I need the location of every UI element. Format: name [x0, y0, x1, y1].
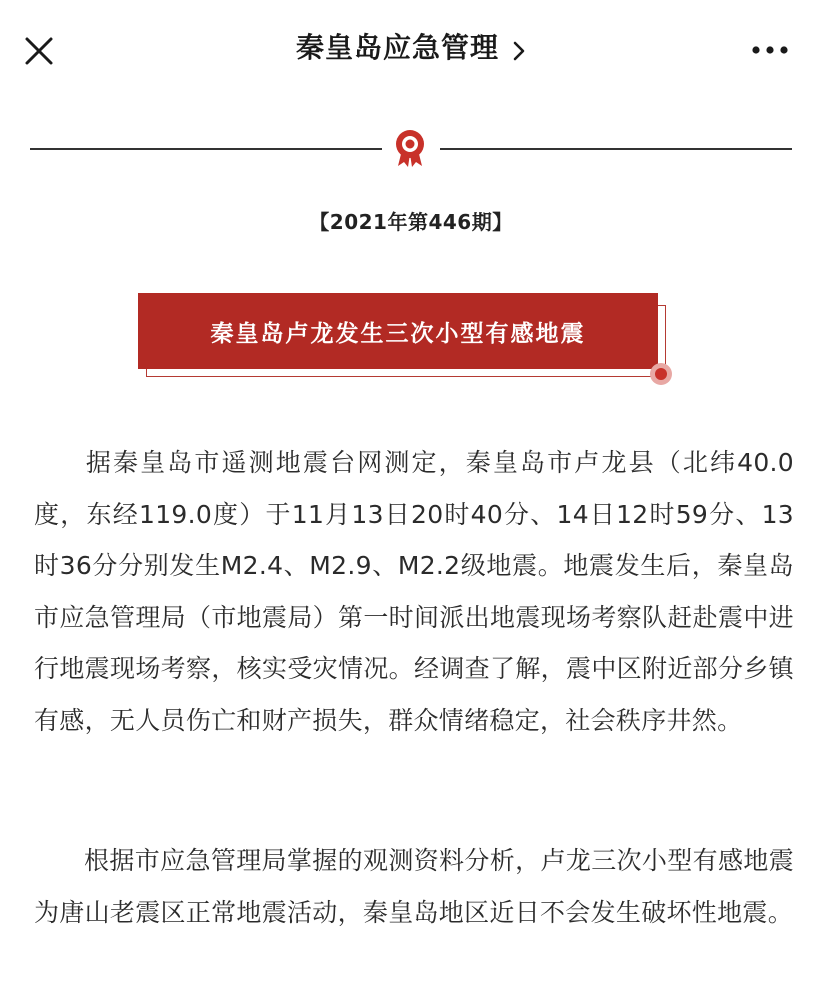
headline-banner — [138, 293, 658, 369]
divider-line-right — [440, 148, 792, 150]
top-navigation-bar — [0, 0, 822, 100]
decorative-divider — [0, 122, 822, 172]
rosette-badge-icon — [391, 128, 429, 168]
issue-label: 【2021年第446期】 — [309, 210, 513, 234]
more-horizontal-icon — [748, 38, 792, 62]
more-options-button[interactable] — [748, 38, 792, 62]
page-title: 秦皇岛应急管理 — [295, 31, 499, 64]
chevron-right-icon — [512, 40, 526, 62]
divider-line-left — [30, 148, 382, 150]
account-title-link[interactable] — [0, 26, 822, 66]
article-paragraph-1 — [34, 437, 794, 746]
paragraph-1-text: 据秦皇岛市遥测地震台网测定，秦皇岛市卢龙县（北纬40.0度，东经119.0度）于11月13日20时40分、14日12时59分、13时36分分别发生M2.4、M2.9、M2.2级地震。地震发生后，秦皇岛市应急管理局（市地震局）第一时间派出地震现场考察队赶赴震中进行地震现场考察，核实受灾情况。经调查了解，震中区附近部分乡镇有感，无人员伤亡和财产损失，群众情绪稳定，社会秩序井然。 — [34, 448, 794, 735]
article-paragraph-2 — [34, 835, 794, 938]
banner-dot-icon — [648, 361, 674, 387]
headline-title: 秦皇岛卢龙发生三次小型有感地震 — [210, 321, 586, 347]
paragraph-2-text: 根据市应急管理局掌握的观测资料分析，卢龙三次小型有感地震为唐山老震区正常地震活动，秦皇岛地区近日不会发生破坏性地震。 — [34, 846, 794, 927]
